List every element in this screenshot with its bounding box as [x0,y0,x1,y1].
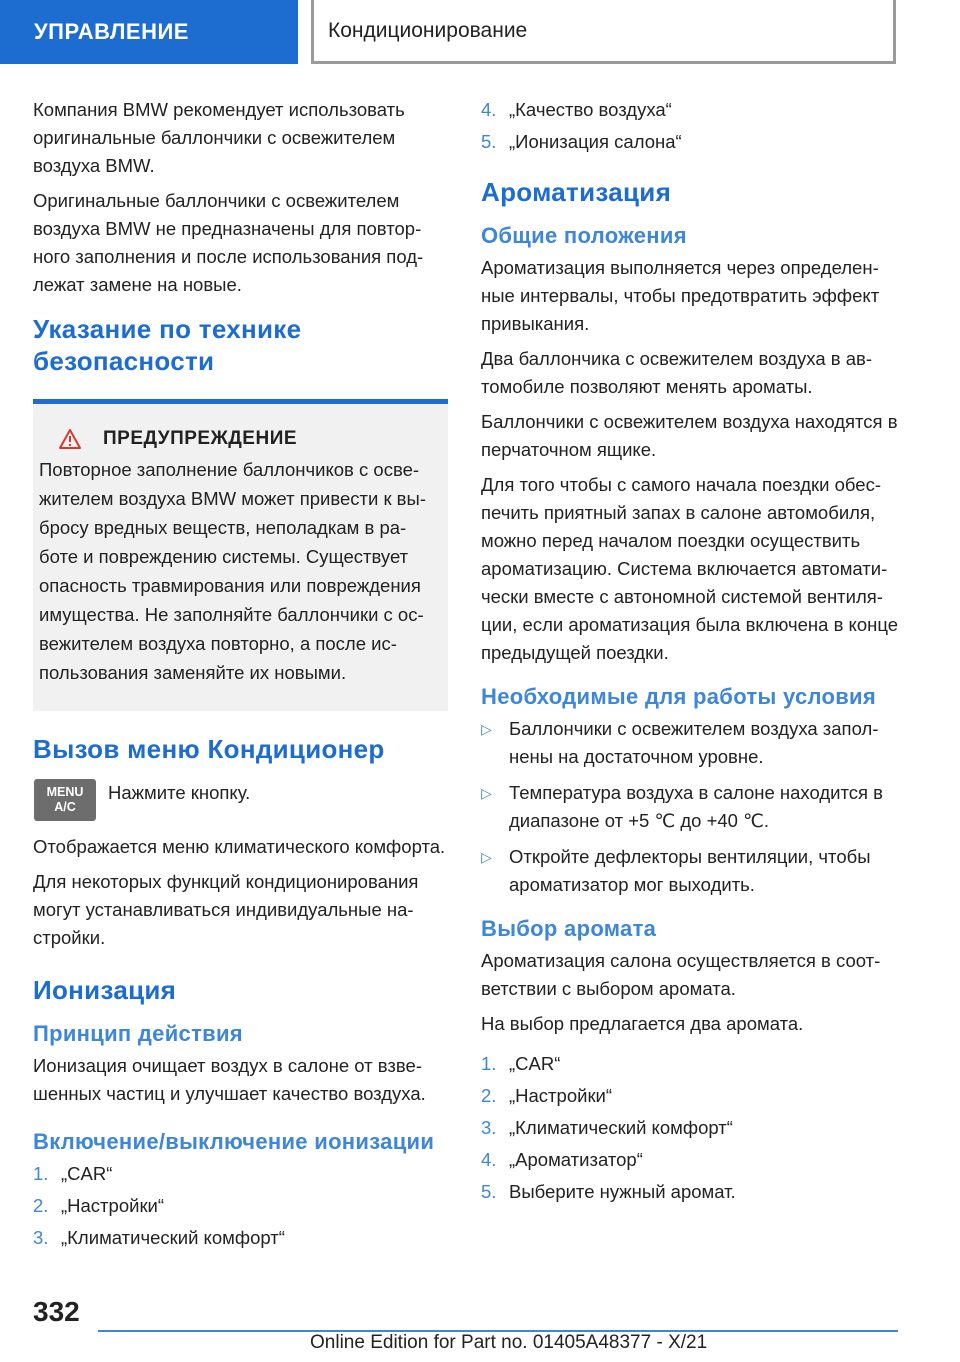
step-number: 2. [33,1195,49,1216]
list-item [33,1224,448,1252]
choice-paragraph-1: Ароматизация салона осуществляется в соответствии с выбором аромата. [481,950,881,999]
step-number: 2. [481,1085,497,1106]
toggle-steps-continued [481,96,901,156]
condition-text: Баллончики с освежителем воздуха заполнены на достаточном уровне. [509,718,879,767]
intro-paragraph-2: Оригинальные баллончики с освежителем воздуха BMW не предназначены для повторного заполнения и после использования подлежат замене на новые. [33,190,424,295]
footer-edition: Online Edition for Part no. 01405A48377 - X/21 [310,1332,708,1353]
choice-paragraph-2: На выбор предлагается два аромата. [481,1013,804,1034]
principle-text: Ионизация очищает воздух в салоне от взвешенных частиц и улучшает качество воздуха. [33,1055,426,1104]
warning-triangle-icon [59,429,81,449]
menu-ac-button-icon [34,779,96,821]
warning-box [33,404,448,711]
general-paragraph-2: Два баллончика с освежителем воздуха в автомобиле позволяют менять ароматы. [481,348,873,397]
menu-button-label-2: A/C [54,800,76,814]
menu-text-2: Для некоторых функций кондиционирования могут устанавливаться индивидуальные настройки. [33,871,419,948]
step-number: 4. [481,99,497,120]
warning-text: Повторное заполнение баллончиков с освежителем воздуха BMW может привести к выбросу вредных веществ, неполадкам в работе и повреждению системы. Существует опасность травмирования или повреждения имущества. Не заполняйте баллончики с освежителем воздуха повторно, а после использования заменяйте их новыми. [39,459,426,683]
choice-heading: Выбор аромата [481,916,657,941]
general-paragraph-3: Баллончики с освежителем воздуха находятся в перчаточном ящике. [481,411,898,460]
list-item [481,779,901,835]
page-number: 332 [33,1296,80,1327]
step-number: 3. [33,1227,49,1248]
menu-text-1: Отображается меню климатического комфорта. [33,836,446,857]
ionization-heading: Ионизация [33,975,177,1005]
step-number: 5. [481,1181,497,1202]
menu-press-text: Нажмите кнопку. [108,782,251,803]
step-text: „Качество воздуха“ [509,99,672,120]
step-text: „Климатический комфорт“ [509,1117,733,1138]
step-text: „Настройки“ [509,1085,613,1106]
step-text: „Климатический комфорт“ [61,1227,285,1248]
bullet-triangle-icon: ▷ [481,785,492,801]
menu-heading: Вызов меню Кондиционер [33,734,385,764]
list-item [481,715,901,771]
toggle-steps [33,1160,448,1252]
warning-title: ПРЕДУПРЕЖДЕНИЕ [103,428,298,449]
chapter-tab: Кондиционирование [311,0,896,64]
list-item [481,843,901,899]
step-text: Выберите нужный аромат. [509,1181,736,1202]
step-number: 4. [481,1149,497,1170]
step-text: „CAR“ [61,1163,113,1184]
list-item [33,1192,448,1220]
step-number: 3. [481,1117,497,1138]
safety-heading: Указание по технике безопасности [33,314,302,376]
intro-paragraph-1: Компания BMW рекомендует использовать оригинальные баллончики с освежителем воздуха BMW. [33,99,405,176]
step-number: 5. [481,131,497,152]
step-number: 1. [481,1053,497,1074]
general-paragraph-1: Ароматизация выполняется через определенные интервалы, чтобы предотвратить эффект привыкания. [481,257,880,334]
condition-text: Откройте дефлекторы вентиляции, чтобы ароматизатор мог выходить. [509,846,871,895]
step-text: „Настройки“ [61,1195,165,1216]
menu-row [33,779,448,821]
list-item [481,1050,901,1078]
warning-head [39,424,438,453]
step-text: „Ионизация салона“ [509,131,682,152]
list-item [481,96,901,124]
toggle-heading: Включение/выключение ионизации [33,1129,435,1154]
left-column [33,96,448,1256]
list-item [481,1146,901,1174]
condition-text: Температура воздуха в салоне находится в диапазоне от +5 ℃ до +40 ℃. [509,782,883,831]
step-text: „Ароматизатор“ [509,1149,643,1170]
step-text: „CAR“ [509,1053,561,1074]
general-paragraph-4: Для того чтобы с самого начала поездки обеспечить приятный запах в салоне автомобиля, можно перед началом поездки осуществить ароматизацию. Система включается автоматически вместе с автономной системой вентиляции, если ароматизация была включена в конце предыдущей поездки. [481,474,899,663]
choice-steps [481,1050,901,1206]
conditions-list [481,715,901,899]
conditions-heading: Необходимые для работы условия [481,684,876,709]
right-column [481,96,901,1210]
aroma-heading: Ароматизация [481,177,672,207]
section-tab: УПРАВЛЕНИЕ [0,0,298,64]
menu-button-label-1: MENU [46,785,84,799]
list-item [481,128,901,156]
general-heading: Общие положения [481,223,687,248]
bullet-triangle-icon: ▷ [481,849,492,865]
list-item [481,1178,901,1206]
list-item [481,1082,901,1110]
list-item [481,1114,901,1142]
step-number: 1. [33,1163,49,1184]
bullet-triangle-icon: ▷ [481,721,492,737]
principle-heading: Принцип действия [33,1021,243,1046]
list-item [33,1160,448,1188]
